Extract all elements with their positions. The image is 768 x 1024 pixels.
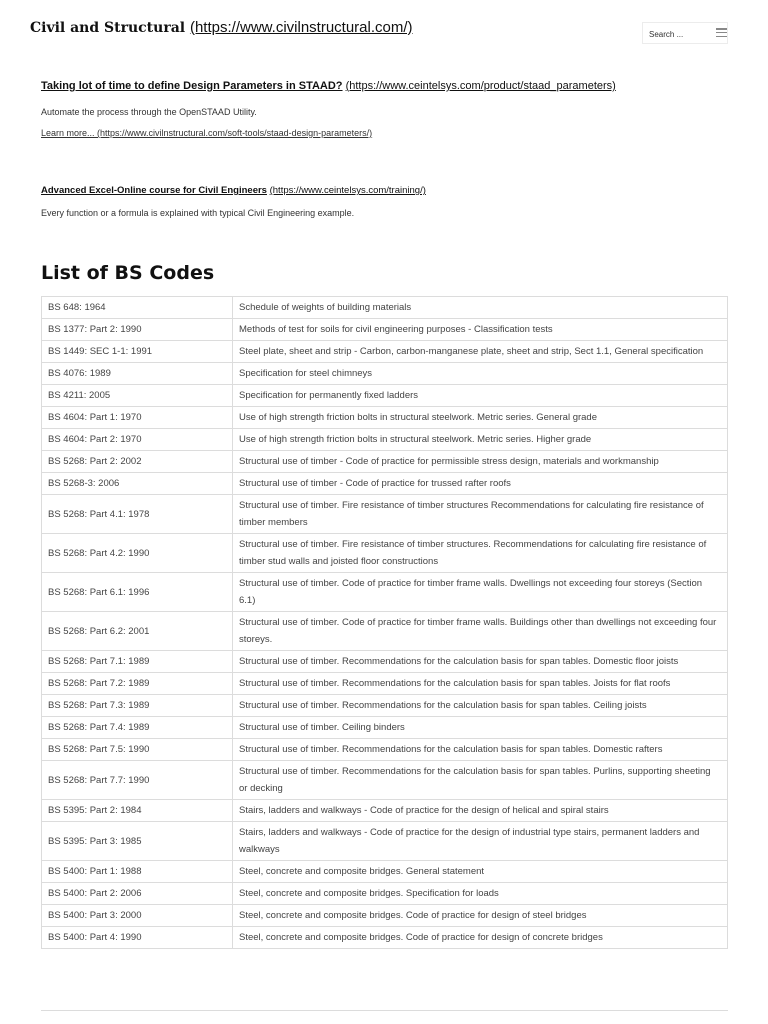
title-cell: Structural use of timber - Code of practice for trussed rafter roofs xyxy=(233,473,728,495)
title-cell: Stairs, ladders and walkways - Code of practice for the design of helical and spiral stairs xyxy=(233,800,728,822)
code-cell: BS 5268: Part 7.4: 1989 xyxy=(42,717,233,739)
code-cell: BS 4604: Part 2: 1970 xyxy=(42,429,233,451)
code-cell: BS 5268: Part 6.1: 1996 xyxy=(42,573,233,612)
title-cell: Specification for permanently fixed ladders xyxy=(233,385,728,407)
table-row xyxy=(42,651,728,673)
code-cell: BS 5268: Part 2: 2002 xyxy=(42,451,233,473)
table-row xyxy=(42,717,728,739)
code-cell: BS 5268: Part 7.1: 1989 xyxy=(42,651,233,673)
table-row xyxy=(42,800,728,822)
promo-excel-course xyxy=(41,185,741,218)
site-name[interactable]: Civil and Structural xyxy=(30,20,186,36)
title-cell: Stairs, ladders and walkways - Code of practice for the design of industrial type stairs, permanent ladders and walkways xyxy=(233,822,728,861)
title-cell: Structural use of timber. Code of practice for timber frame walls. Buildings other than dwellings not exceeding four storeys. xyxy=(233,612,728,651)
promo-url-link[interactable]: (https://www.ceintelsys.com/product/staad_parameters) xyxy=(345,80,616,92)
hamburger-menu-icon[interactable] xyxy=(716,28,727,37)
code-cell: BS 5268: Part 6.2: 2001 xyxy=(42,612,233,651)
table-row xyxy=(42,534,728,573)
title-cell: Steel, concrete and composite bridges. Code of practice for design of steel bridges xyxy=(233,905,728,927)
table-row xyxy=(42,927,728,949)
title-cell: Specification for steel chimneys xyxy=(233,363,728,385)
code-cell: BS 4076: 1989 xyxy=(42,363,233,385)
table-row xyxy=(42,739,728,761)
table-row xyxy=(42,861,728,883)
code-cell: BS 4604: Part 1: 1970 xyxy=(42,407,233,429)
promo-url-link[interactable]: (https://www.ceintelsys.com/training/) xyxy=(269,185,426,196)
page-title: List of BS Codes xyxy=(41,262,215,284)
search-input[interactable] xyxy=(647,24,715,44)
table-row xyxy=(42,473,728,495)
promo-title-link[interactable]: Advanced Excel-Online course for Civil Engineers xyxy=(41,185,267,196)
title-cell: Structural use of timber. Recommendations for the calculation basis for span tables. Ceiling joists xyxy=(233,695,728,717)
code-cell: BS 5268: Part 7.3: 1989 xyxy=(42,695,233,717)
code-cell: BS 5268: Part 7.5: 1990 xyxy=(42,739,233,761)
title-cell: Steel, concrete and composite bridges. Specification for loads xyxy=(233,883,728,905)
title-cell: Structural use of timber. Recommendations for the calculation basis for span tables. Domestic rafters xyxy=(233,739,728,761)
code-cell: BS 648: 1964 xyxy=(42,297,233,319)
table-row xyxy=(42,385,728,407)
title-cell: Use of high strength friction bolts in structural steelwork. Metric series. Higher grade xyxy=(233,429,728,451)
table-row xyxy=(42,695,728,717)
site-url-link[interactable]: (https://www.civilnstructural.com/) xyxy=(189,19,413,36)
title-cell: Structural use of timber. Fire resistance of timber structures Recommendations for calculating fire resistance of timber members xyxy=(233,495,728,534)
table-row xyxy=(42,407,728,429)
title-cell: Steel, concrete and composite bridges. Code of practice for design of concrete bridges xyxy=(233,927,728,949)
code-cell: BS 4211: 2005 xyxy=(42,385,233,407)
title-cell: Methods of test for soils for civil engineering purposes - Classification tests xyxy=(233,319,728,341)
code-cell: BS 5268-3: 2006 xyxy=(42,473,233,495)
title-cell: Steel, concrete and composite bridges. General statement xyxy=(233,861,728,883)
title-cell: Steel plate, sheet and strip - Carbon, carbon-manganese plate, sheet and strip, Sect 1.1, General specification xyxy=(233,341,728,363)
code-cell: BS 5400: Part 4: 1990 xyxy=(42,927,233,949)
promo-heading xyxy=(41,185,741,196)
learn-more-link[interactable]: Learn more... (https://www.civilnstructural.com/soft-tools/staad-design-parameters/) xyxy=(41,128,373,138)
code-cell: BS 5268: Part 7.7: 1990 xyxy=(42,761,233,800)
promo-description: Automate the process through the OpenSTAAD Utility. xyxy=(41,107,257,117)
promo-heading xyxy=(41,80,741,92)
site-header xyxy=(30,16,730,44)
code-cell: BS 1377: Part 2: 1990 xyxy=(42,319,233,341)
table-row xyxy=(42,573,728,612)
title-cell: Use of high strength friction bolts in structural steelwork. Metric series. General grade xyxy=(233,407,728,429)
promo-description: Every function or a formula is explained with typical Civil Engineering example. xyxy=(41,208,355,218)
site-title[interactable] xyxy=(30,19,413,36)
code-cell: BS 5395: Part 2: 1984 xyxy=(42,800,233,822)
table-row xyxy=(42,319,728,341)
title-cell: Structural use of timber. Fire resistance of timber structures. Recommendations for calculating fire resistance of timber stud walls and joisted floor constructions xyxy=(233,534,728,573)
code-cell: BS 5400: Part 1: 1988 xyxy=(42,861,233,883)
table-row xyxy=(42,297,728,319)
title-cell: Structural use of timber. Ceiling binders xyxy=(233,717,728,739)
title-cell: Structural use of timber - Code of practice for permissible stress design, materials and workmanship xyxy=(233,451,728,473)
table-row xyxy=(42,822,728,861)
table-row xyxy=(42,429,728,451)
table-row xyxy=(42,673,728,695)
code-cell: BS 5400: Part 3: 2000 xyxy=(42,905,233,927)
table-row xyxy=(42,761,728,800)
code-cell: BS 5395: Part 3: 1985 xyxy=(42,822,233,861)
title-cell: Structural use of timber. Recommendations for the calculation basis for span tables. Joists for flat roofs xyxy=(233,673,728,695)
code-cell: BS 5268: Part 7.2: 1989 xyxy=(42,673,233,695)
table-row xyxy=(42,612,728,651)
table-row xyxy=(42,363,728,385)
code-cell: BS 5268: Part 4.2: 1990 xyxy=(42,534,233,573)
bs-codes-table xyxy=(41,296,728,949)
table-row xyxy=(42,451,728,473)
promo-staad xyxy=(41,80,741,138)
title-cell: Structural use of timber. Recommendations for the calculation basis for span tables. Purlins, supporting sheeting or decking xyxy=(233,761,728,800)
table-row xyxy=(42,883,728,905)
code-cell: BS 1449: SEC 1-1: 1991 xyxy=(42,341,233,363)
title-cell: Schedule of weights of building materials xyxy=(233,297,728,319)
table-row xyxy=(42,495,728,534)
title-cell: Structural use of timber. Recommendations for the calculation basis for span tables. Domestic floor joists xyxy=(233,651,728,673)
code-cell: BS 5268: Part 4.1: 1978 xyxy=(42,495,233,534)
title-cell: Structural use of timber. Code of practice for timber frame walls. Dwellings not exceeding four storeys (Section 6.1) xyxy=(233,573,728,612)
promo-title-link[interactable]: Taking lot of time to define Design Parameters in STAAD? xyxy=(41,80,343,92)
code-cell: BS 5400: Part 2: 2006 xyxy=(42,883,233,905)
table-row xyxy=(42,905,728,927)
divider xyxy=(41,1010,728,1011)
table-row xyxy=(42,341,728,363)
